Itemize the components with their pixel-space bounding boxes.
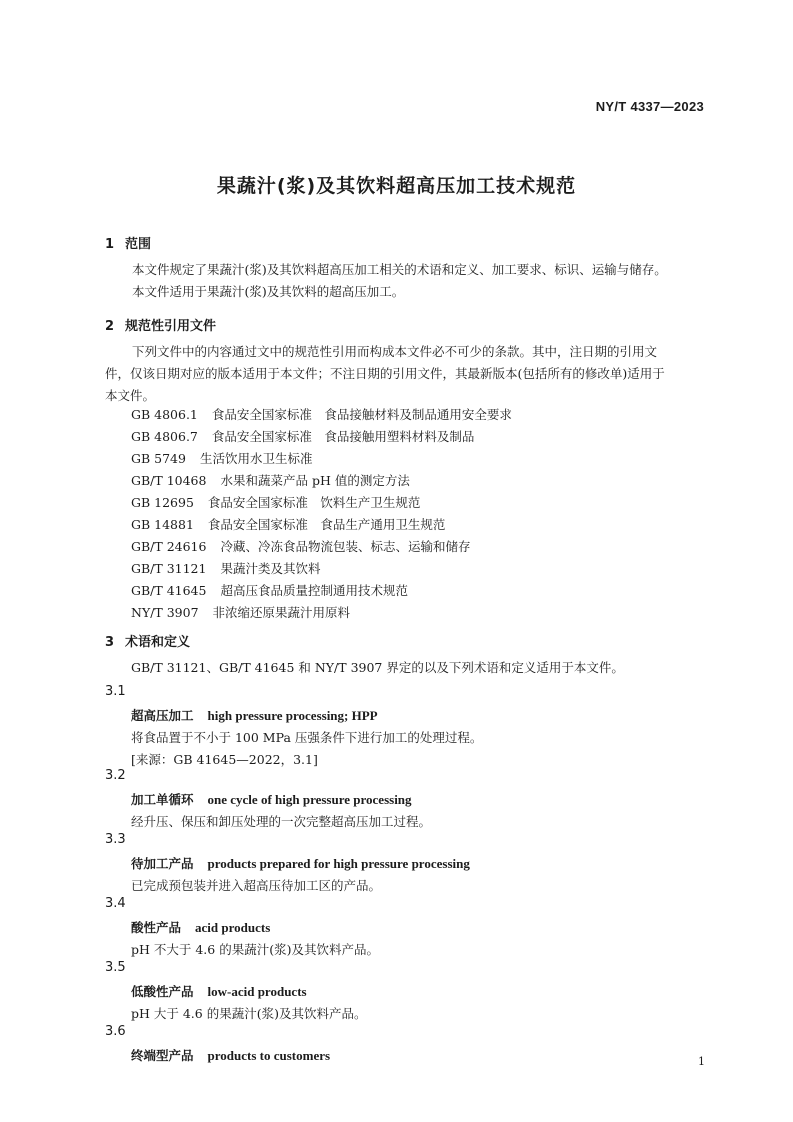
ref-item: GB/T 41645 超高压食品质量控制通用技术规范	[131, 583, 408, 598]
section-title: 范围	[125, 237, 152, 252]
term-number: 3.6	[105, 1024, 126, 1039]
term-definition: 将食品置于不小于 100 MPa 压强条件下进行加工的处理过程。	[131, 730, 483, 745]
term-definition: pH 大于 4.6 的果蔬汁(浆)及其饮料产品。	[131, 1006, 367, 1021]
section-3-heading	[105, 631, 190, 650]
term-heading: 终端型产品 products to customers	[131, 1048, 331, 1063]
section-number: 2	[105, 319, 115, 334]
term-heading: 低酸性产品 low-acid products	[131, 984, 307, 999]
ref-item: GB 4806.7 食品安全国家标准 食品接触用塑料材料及制品	[131, 429, 475, 444]
ref-item: GB/T 24616 冷藏、冷冻食品物流包装、标志、运输和储存	[131, 539, 471, 554]
normative-refs-paragraph: 下列文件中的内容通过文中的规范性引用而构成本文件必不可少的条款。其中，注日期的引用文 件，仅该日期对应的版本适用于本文件；不注日期的引用文件，其最新版本(包括所有的修改单)适用于 本文件。	[105, 344, 665, 403]
term-source: [来源：GB 41645—2022，3.1]	[131, 752, 318, 767]
term-heading: 加工单循环 one cycle of high pressure processing	[131, 792, 412, 807]
term-number: 3.2	[105, 768, 126, 783]
term-definition: 已完成预包装并进入超高压待加工区的产品。	[131, 878, 382, 893]
ref-item: GB 5749 生活饮用水卫生标准	[131, 451, 313, 466]
ref-item: GB 12695 食品安全国家标准 饮料生产卫生规范	[131, 495, 421, 510]
section-title: 术语和定义	[125, 635, 191, 650]
ref-item: GB/T 10468 水果和蔬菜产品 pH 值的测定方法	[131, 473, 410, 488]
document-title: 果蔬汁(浆)及其饮料超高压加工技术规范	[216, 175, 577, 197]
section-title: 规范性引用文件	[125, 319, 217, 334]
document-code: NY/T 4337—2023	[595, 99, 704, 114]
section-1-heading	[105, 233, 151, 252]
terms-intro: GB/T 31121、GB/T 41645 和 NY/T 3907 界定的以及下列术语和定义适用于本文件。	[131, 660, 624, 675]
ref-item: NY/T 3907 非浓缩还原果蔬汁用原料	[131, 605, 351, 620]
ref-item: GB 4806.1 食品安全国家标准 食品接触材料及制品通用安全要求	[131, 407, 512, 422]
term-definition: pH 不大于 4.6 的果蔬汁(浆)及其饮料产品。	[131, 942, 379, 957]
term-number: 3.1	[105, 684, 126, 699]
section-number: 3	[105, 635, 115, 650]
term-number: 3.4	[105, 896, 126, 911]
section-2-heading	[105, 315, 216, 334]
term-number: 3.3	[105, 832, 126, 847]
scope-paragraph-1: 本文件规定了果蔬汁(浆)及其饮料超高压加工相关的术语和定义、加工要求、标识、运输与储存。	[132, 262, 667, 277]
ref-item: GB 14881 食品安全国家标准 食品生产通用卫生规范	[131, 517, 446, 532]
page-number: 1	[698, 1055, 705, 1068]
term-number: 3.5	[105, 960, 126, 975]
section-number: 1	[105, 237, 115, 252]
ref-item: GB/T 31121 果蔬汁类及其饮料	[131, 561, 321, 576]
term-heading: 待加工产品 products prepared for high pressure processing	[131, 856, 470, 871]
scope-paragraph-2: 本文件适用于果蔬汁(浆)及其饮料的超高压加工。	[132, 284, 405, 299]
term-definition: 经升压、保压和卸压处理的一次完整超高压加工过程。	[131, 814, 432, 829]
term-heading: 酸性产品 acid products	[131, 920, 271, 935]
term-heading: 超高压加工 high pressure processing; HPP	[131, 708, 378, 723]
